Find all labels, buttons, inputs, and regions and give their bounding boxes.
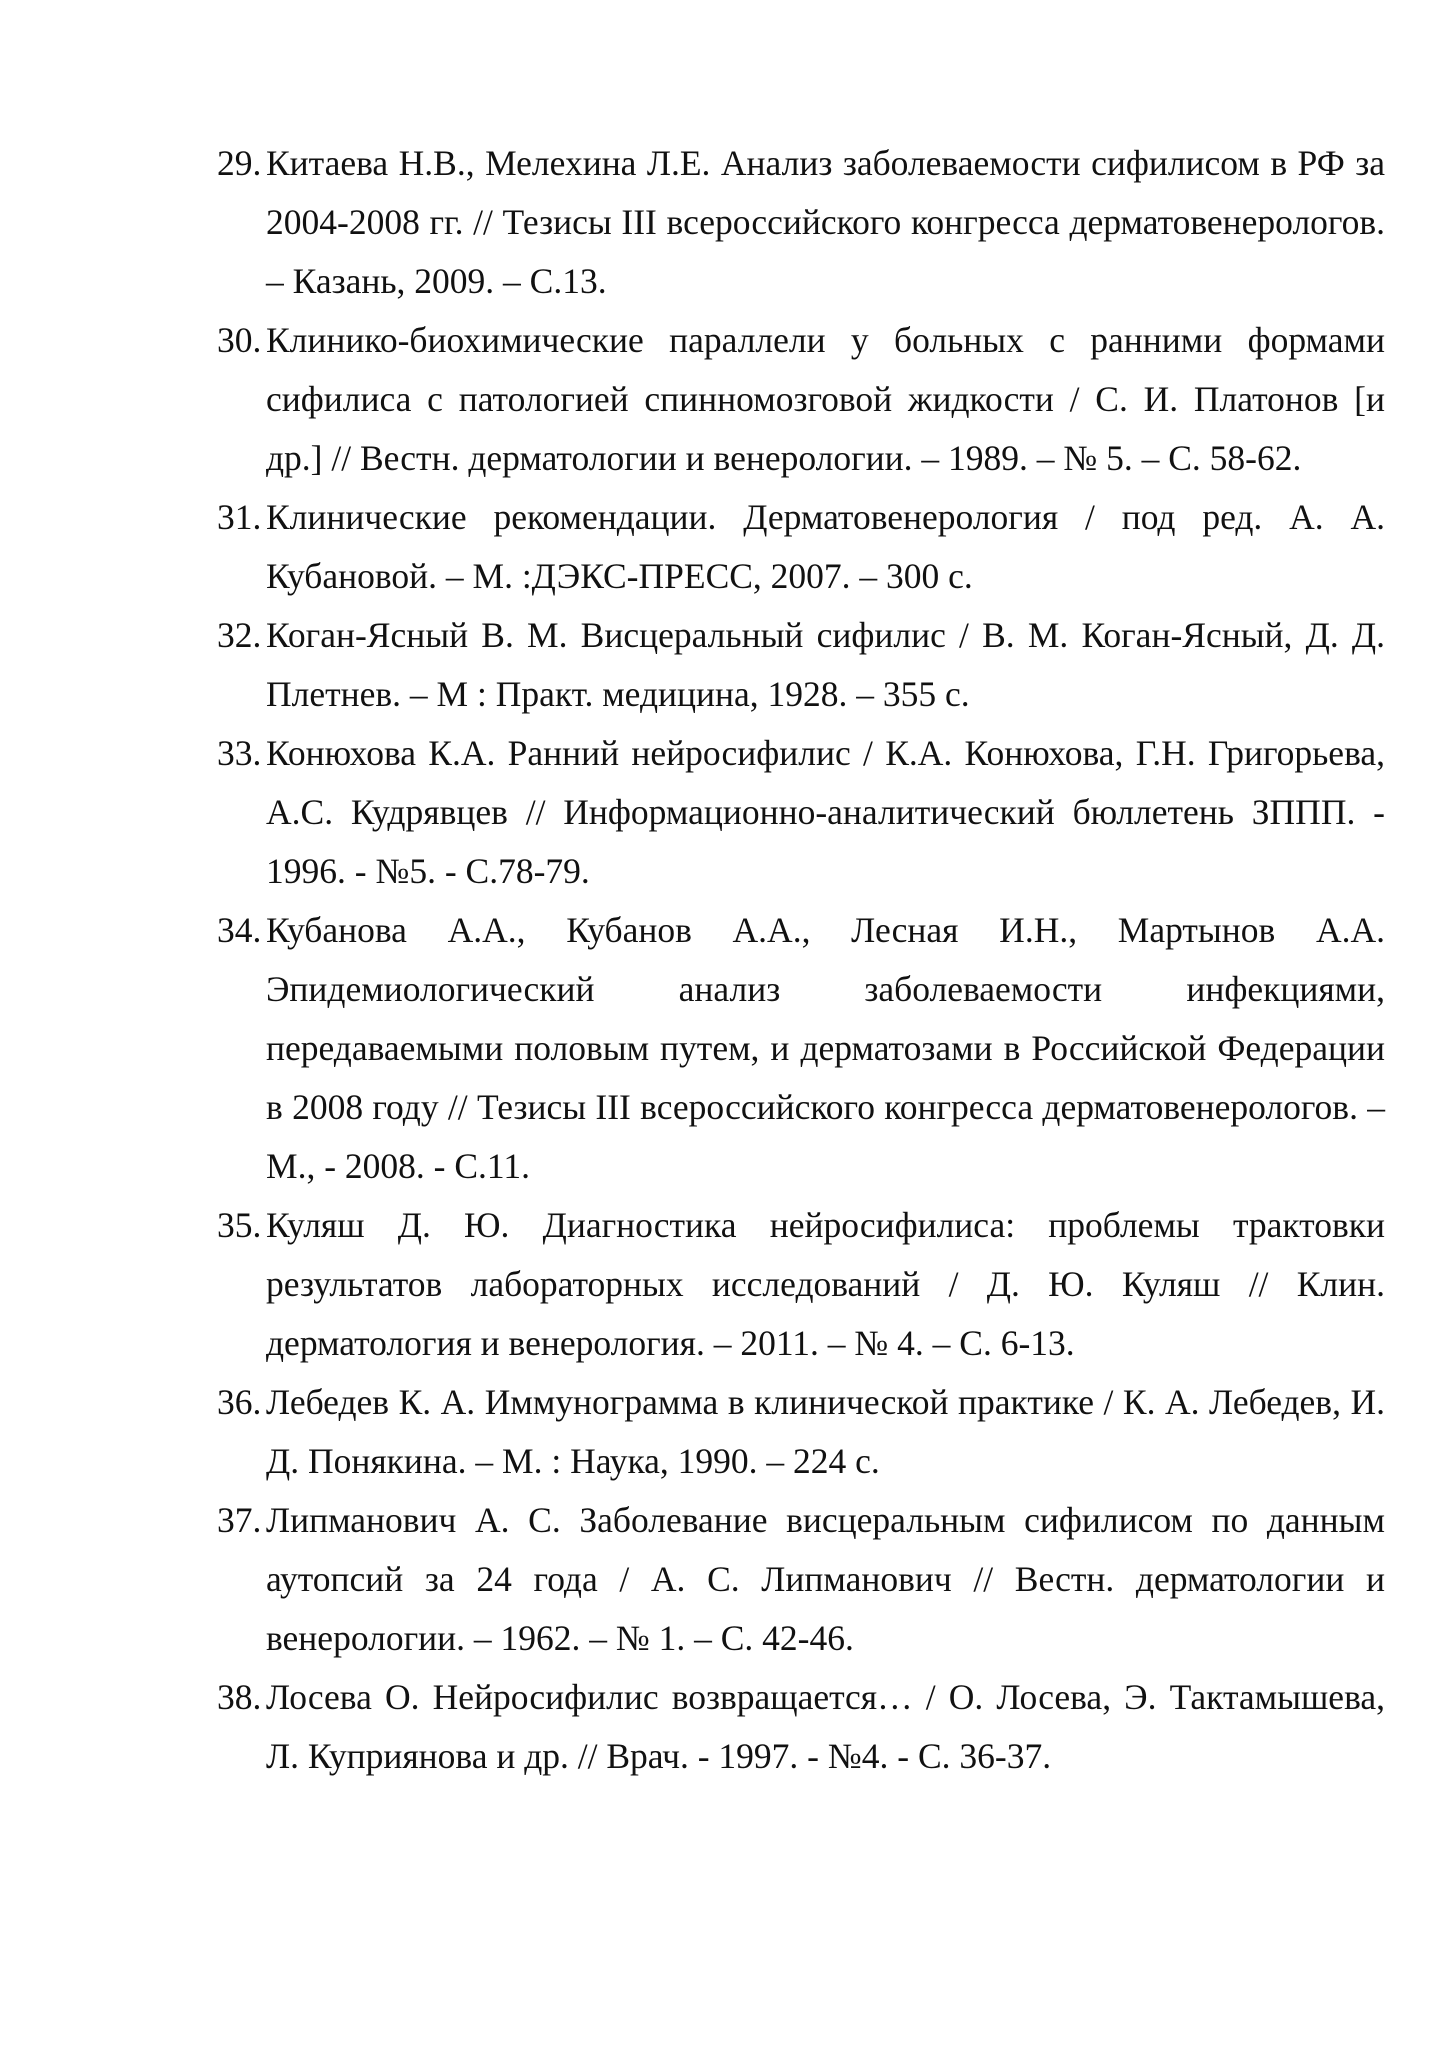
- reference-text: Клинико-биохимические параллели у больных с ранними формами сифилиса с патологией спинномозговой жидкости / С. И. Платонов [и др.] // Вестн. дерматологии и венерологии. – 1989. – № 5. – С. 58-62.: [266, 320, 1385, 478]
- reference-number: 37.: [217, 1500, 262, 1540]
- reference-text: Липманович А. С. Заболевание висцеральным сифилисом по данным аутопсий за 24 года / А. С. Липманович // Вестн. дерматологии и венерологии. – 1962. – № 1. – С. 42-46.: [266, 1500, 1385, 1658]
- reference-number: 31.: [217, 497, 262, 537]
- reference-text: Куляш Д. Ю. Диагностика нейросифилиса: проблемы трактовки результатов лабораторных исследований / Д. Ю. Куляш // Клин. дерматология и венерология. – 2011. – № 4. – С. 6-13.: [266, 1205, 1385, 1363]
- reference-text: Китаева Н.В., Мелехина Л.Е. Анализ заболеваемости сифилисом в РФ за 2004-2008 гг. // Тезисы III всероссийского конгресса дерматовенерологов. – Казань, 2009. – С.13.: [266, 143, 1385, 301]
- reference-number: 35.: [217, 1205, 262, 1245]
- reference-item: [217, 901, 1385, 1196]
- reference-list: [217, 134, 1385, 1786]
- reference-number: 36.: [217, 1382, 262, 1422]
- reference-number: 34.: [217, 910, 262, 950]
- reference-text: Клинические рекомендации. Дерматовенерология / под ред. А. А. Кубановой. – М. :ДЭКС-ПРЕСС, 2007. – 300 с.: [266, 497, 1385, 596]
- reference-number: 29.: [217, 143, 262, 183]
- reference-item: [217, 134, 1385, 311]
- reference-item: [217, 1668, 1385, 1786]
- reference-text: Коган-Ясный В. М. Висцеральный сифилис / В. М. Коган-Ясный, Д. Д. Плетнев. – М : Практ. медицина, 1928. – 355 с.: [266, 615, 1385, 714]
- reference-number: 38.: [217, 1677, 262, 1717]
- reference-item: [217, 311, 1385, 488]
- reference-number: 32.: [217, 615, 262, 655]
- reference-item: [217, 488, 1385, 606]
- reference-number: 30.: [217, 320, 262, 360]
- reference-item: [217, 1196, 1385, 1373]
- reference-item: [217, 1491, 1385, 1668]
- reference-item: [217, 606, 1385, 724]
- reference-item: [217, 1373, 1385, 1491]
- reference-text: Лосева О. Нейросифилис возвращается… / О. Лосева, Э. Тактамышева, Л. Куприянова и др. // Врач. - 1997. - №4. - С. 36-37.: [266, 1677, 1385, 1776]
- reference-text: Конюхова К.А. Ранний нейросифилис / К.А. Конюхова, Г.Н. Григорьева, А.С. Кудрявцев // Информационно-аналитический бюллетень ЗППП. - 1996. - №5. - С.78-79.: [266, 733, 1385, 891]
- reference-text: Лебедев К. А. Иммунограмма в клинической практике / К. А. Лебедев, И. Д. Понякина. – М. : Наука, 1990. – 224 с.: [266, 1382, 1385, 1481]
- reference-text: Кубанова А.А., Кубанов А.А., Лесная И.Н., Мартынов А.А. Эпидемиологический анализ заболеваемости инфекциями, передаваемыми половым путем, и дерматозами в Российской Федерации в 2008 году // Тезисы III всероссийского конгресса дерматовенерологов. – М., - 2008. - С.11.: [266, 910, 1385, 1186]
- reference-number: 33.: [217, 733, 262, 773]
- reference-item: [217, 724, 1385, 901]
